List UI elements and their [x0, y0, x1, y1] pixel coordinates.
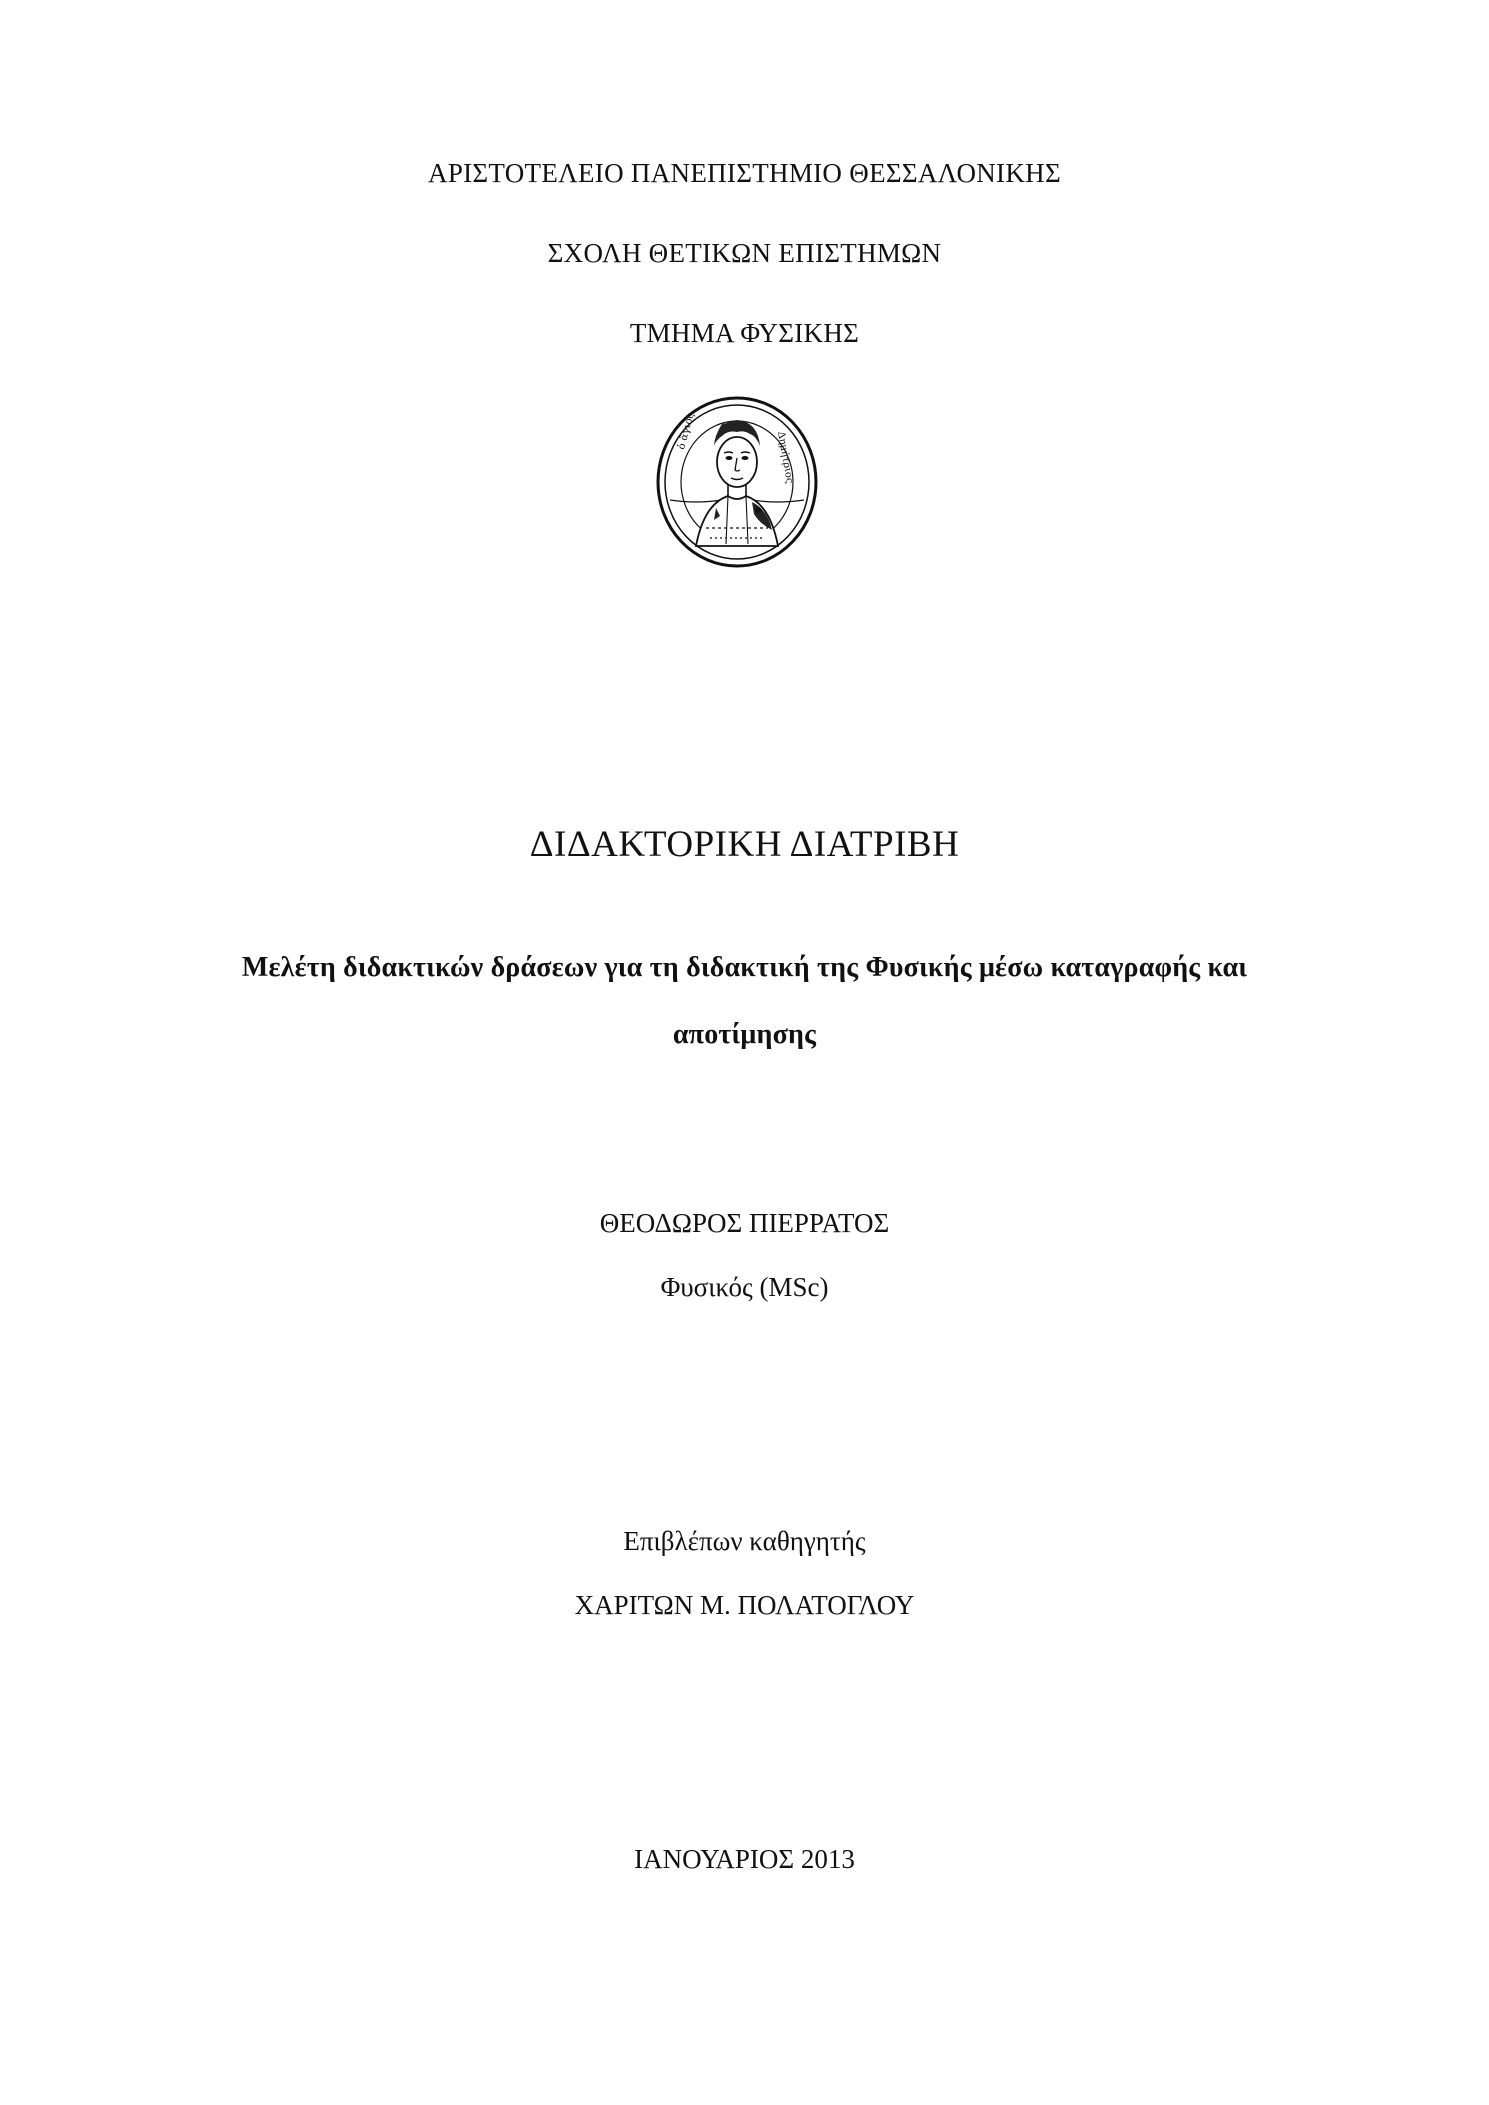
seal-inscription-right: Δημήτριος: [775, 430, 796, 485]
university-seal-icon: [656, 396, 818, 568]
supervisor-name: ΧΑΡΙΤΩΝ Μ. ΠΟΛΑΤΟΓΛΟΥ: [574, 1590, 915, 1620]
seal-inscription-left: ὁ ἅγιος: [676, 411, 697, 451]
submission-date: ΙΑΝΟΥΑΡΙΟΣ 2013: [634, 1844, 855, 1874]
thesis-title-line-1: Μελέτη διδακτικών δράσεων για τη διδακτική της Φυσικής μέσω καταγραφής και: [241, 952, 1248, 983]
supervisor-label: Επιβλέπων καθηγητής: [623, 1526, 866, 1556]
author-degree: Φυσικός (MSc): [660, 1272, 829, 1302]
thesis-type: ΔΙΔΑΚΤΟΡΙΚΗ ΔΙΑΤΡΙΒΗ: [529, 824, 960, 865]
university-name: ΑΡΙΣΤΟΤΕΛΕΙΟ ΠΑΝΕΠΙΣΤΗΜΙΟ ΘΕΣΣΑΛΟΝΙΚΗΣ: [428, 158, 1061, 188]
thesis-title-line-2: αποτίμησης: [672, 1019, 817, 1050]
author-name: ΘΕΟΔΩΡΟΣ ΠΙΕΡΡΑΤΟΣ: [599, 1208, 890, 1238]
school-name: ΣΧΟΛΗ ΘΕΤΙΚΩΝ ΕΠΙΣΤΗΜΩΝ: [547, 238, 942, 268]
department-name: ΤΜΗΜΑ ΦΥΣΙΚΗΣ: [629, 318, 860, 348]
